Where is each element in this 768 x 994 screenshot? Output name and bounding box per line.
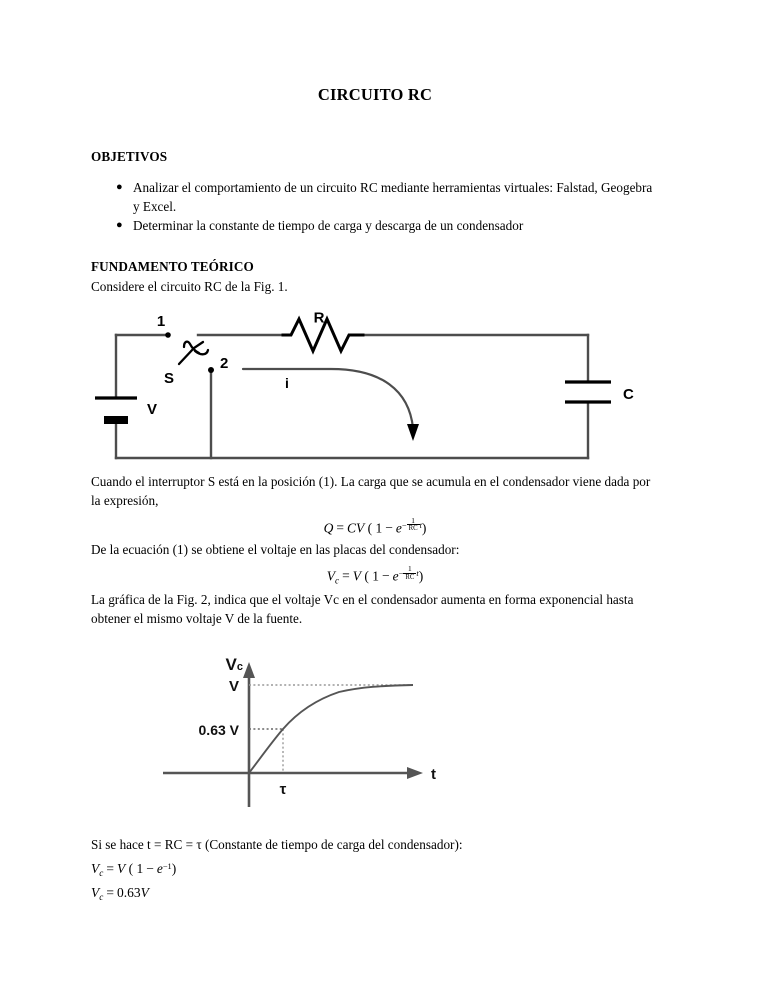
section-heading-objetivos: OBJETIVOS	[91, 149, 168, 164]
eq-charge-minus: −	[385, 519, 393, 535]
bullet-icon: ●	[116, 181, 123, 193]
switch-label: S	[163, 370, 175, 388]
eq-v063-number: 0.63	[116, 885, 141, 901]
tau-label: τ	[279, 780, 287, 798]
battery-label: V	[147, 401, 158, 419]
eq-charge-close-paren: )	[421, 519, 427, 535]
charging-curve	[249, 685, 413, 773]
eq-voltage-exp-den: RC	[405, 573, 415, 581]
y-axis-arrowhead	[243, 662, 255, 678]
equation-voltage	[91, 565, 659, 586]
eq-v063-lhs: V	[91, 885, 100, 901]
eq-voltage-exp-num: 1	[408, 564, 412, 574]
list-item	[116, 179, 659, 216]
fundamento-paragraph-4: Si se hace t = RC = τ (Constante de tiempo de carga del condensador):	[91, 836, 463, 852]
list-item-label: Analizar el comportamiento de un circuito RC mediante herramientas virtuales: Falstad, Geogebra y Excel.	[133, 180, 653, 214]
eq-voltage-coeff: V	[352, 568, 361, 584]
equation-voltage-tau	[91, 861, 659, 878]
y-axis-label: $V_c$	[225, 654, 243, 674]
eq-charge-exp-minus: −	[401, 520, 407, 530]
eq-voltage-exp-var: t	[416, 568, 419, 578]
objetivos-list	[91, 179, 659, 236]
section-heading-fundamento: FUNDAMENTO TEÓRICO	[91, 259, 254, 275]
switch-terminal-1-dot	[165, 333, 171, 339]
switch-position-2-label: 2	[220, 355, 229, 373]
eq-charge-lhs: Q	[323, 519, 334, 535]
page-title: CIRCUITO RC	[317, 85, 433, 104]
eq-vtau-lhs: V	[91, 861, 100, 877]
current-arrow	[243, 369, 419, 441]
eq-charge-e: e	[395, 519, 402, 535]
eq-charge-open-paren: (	[367, 519, 373, 535]
eq-voltage-exp-fraction	[403, 564, 419, 581]
eq-charge-exponent	[401, 515, 422, 534]
eq-vtau-close-paren: )	[171, 861, 177, 877]
closing-block	[91, 835, 659, 903]
eq-voltage-exp-minus: −	[398, 568, 404, 578]
list-item-label: Determinar la constante de tiempo de carga y descarga de un condensador	[133, 218, 524, 234]
fundamento-intro: Considere el circuito RC de la Fig. 1.	[91, 279, 288, 295]
capacitor-label: C	[623, 386, 634, 404]
capacitor-symbol	[565, 382, 611, 402]
list-item	[116, 217, 659, 236]
eq-vtau-equals: =	[106, 861, 114, 877]
eq-voltage-exponent	[399, 566, 419, 582]
fundamento-paragraph-3: La gráfica de la Fig. 2, indica que el voltaje Vc en el condensador aumenta en forma exponencial hasta obtener el mismo voltaje V de la fuente.	[91, 591, 634, 626]
eq-vtau-open-paren: (	[128, 861, 134, 877]
eq-vtau-coeff: V	[116, 861, 126, 877]
equation-voltage-063	[91, 885, 659, 902]
document-content	[91, 0, 659, 902]
eq-v063-lhs-sub: c	[99, 892, 104, 903]
switch-terminal-2-dot	[208, 367, 214, 373]
eq-charge-exp-fraction	[407, 517, 420, 533]
eq-voltage-one: 1	[372, 568, 379, 584]
eq-charge-one: 1	[375, 519, 383, 535]
figure-rc-circuit	[91, 310, 659, 470]
eq-vtau-minus: −	[146, 861, 154, 877]
eq-voltage-equals: =	[342, 568, 350, 584]
fundamento-paragraph-1: Cuando el interruptor S está en la posición (1). La carga que se acumula en el condensador viene dada por la expresión,	[91, 474, 651, 509]
eq-vtau-e: e	[156, 861, 163, 877]
eq-voltage-lhs: V	[326, 568, 336, 584]
current-label: i	[285, 375, 289, 392]
eq-voltage-e: e	[392, 568, 399, 584]
level-063v-label: 0.63 V	[198, 721, 239, 738]
fundamento-paragraph-2: De la ecuación (1) se obtiene el voltaje en las placas del condensador:	[91, 541, 460, 557]
resistor-label: R	[313, 310, 325, 327]
eq-voltage-open-paren: (	[364, 568, 369, 584]
eq-charge-exp-den: RC	[408, 525, 418, 533]
eq-charge-equals: =	[336, 519, 344, 535]
equation-charge	[91, 517, 659, 536]
level-v-label: V	[228, 677, 239, 695]
x-axis-arrowhead	[407, 767, 423, 779]
figure-charging-curve	[91, 642, 659, 817]
x-axis-label: t	[431, 765, 436, 783]
eq-vtau-exponent: −1	[162, 861, 172, 871]
eq-vtau-one: 1	[136, 861, 144, 877]
battery-symbol	[95, 398, 137, 424]
eq-voltage-close-paren: )	[418, 568, 424, 584]
bullet-icon: ●	[116, 219, 123, 232]
eq-charge-coeff: CV	[346, 519, 365, 535]
eq-v063-unit: V	[140, 885, 149, 901]
eq-vtau-lhs-sub: c	[99, 868, 104, 879]
eq-charge-exp-var: t	[419, 520, 422, 530]
eq-v063-equals: =	[106, 885, 114, 901]
switch-position-1-label: 1	[156, 313, 166, 331]
eq-voltage-lhs-sub: c	[335, 575, 340, 586]
eq-charge-exp-num: 1	[411, 515, 415, 525]
eq-voltage-minus: −	[382, 568, 390, 584]
